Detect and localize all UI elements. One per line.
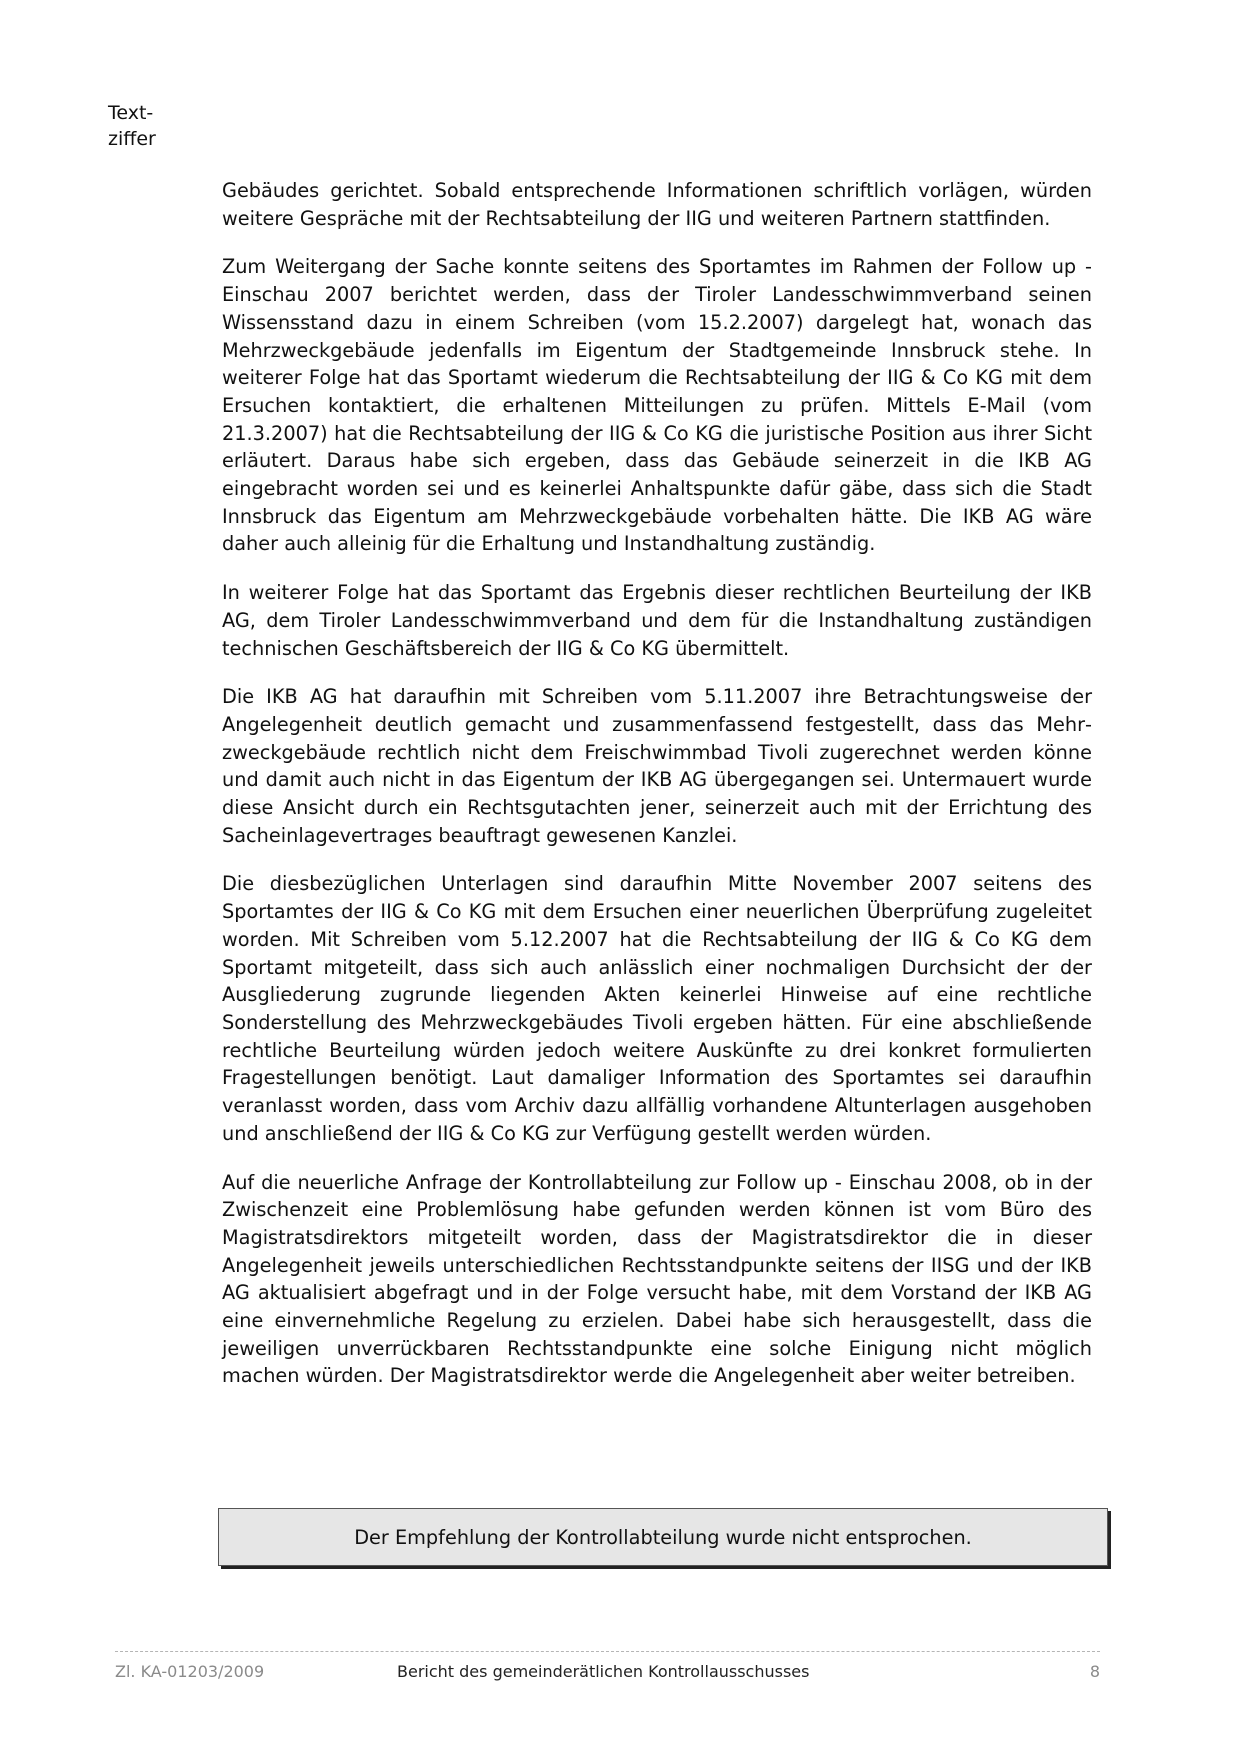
- paragraph-3: In weiterer Folge hat das Sportamt das Ergebnis dieser rechtlichen Beurteilung der IKB AG, dem Tiroler Landesschwimmverband und dem für die Instandhaltung zuständigen technischen Geschäftsbereich der IIG & Co KG übermittelt.: [222, 581, 1092, 660]
- paragraph-6: Auf die neuerliche Anfrage der Kontrollabteilung zur Follow up - Einschau 2008, ob in der Zwischenzeit eine Problemlösung habe gefunden werden können ist vom Büro des Magistratsdirektors mitgeteilt worden, dass der Magistratsdirektor die in dieser Angelegenheit jeweils unterschiedlichen Rechtsstandpunkte seitens der IISG und der IKB AG aktualisiert abgefragt und in der Folge versucht habe, mit dem Vorstand der IKB AG eine einvernehmliche Regelung zu erzielen. Dabei habe sich herausgestellt, dass die jeweiligen unverrückbaren Rechtsstandpunkte eine solche Einigung nicht möglich machen würden. Der Magistratsdirektor werde die Angelegenheit aber weiter betreiben.: [222, 1170, 1092, 1388]
- paragraph-1: Gebäudes gerichtet. Sobald entsprechende Informationen schriftlich vorlägen, würden weitere Gespräche mit der Rechtsabteilung der IIG und weiteren Partnern stattfinden.: [222, 179, 1092, 230]
- page-footer: [115, 1660, 1100, 1686]
- page-number: 8: [1089, 1662, 1100, 1681]
- footer-divider: [115, 1651, 1100, 1652]
- margin-label-line-1: Text-: [108, 102, 154, 124]
- recommendation-notice-box: [218, 1508, 1108, 1566]
- footer-title: Bericht des gemeinderätlichen Kontrollausschusses: [397, 1662, 810, 1681]
- paragraph-4: Die IKB AG hat daraufhin mit Schreiben vom 5.11.2007 ihre Betrachtungsweise der Angelegenheit deutlich gemacht und zusammenfassend festgestellt, dass das Mehrzweckgebäude rechtlich nicht dem Freischwimmbad Tivoli zugerechnet werden könne und damit auch nicht in das Eigentum der IKB AG übergegangen sei. Untermauert wurde diese Ansicht durch ein Rechtsgutachten jener, seinerzeit auch mit der Errichtung des Sacheinlagevertrages beauftragt gewesenen Kanzlei.: [222, 685, 1092, 847]
- paragraph-2: Zum Weitergang der Sache konnte seitens des Sportamtes im Rahmen der Follow up - Einschau 2007 berichtet werden, dass der Tiroler Landesschwimmverband seinen Wissensstand dazu in einem Schreiben (vom 15.2.2007) dargelegt hat, wonach das Mehrzweckgebäude jedenfalls im Eigentum der Stadtgemeinde Innsbruck stehe. In weiterer Folge hat das Sportamt wiederum die Rechtsabteilung der IIG & Co KG mit dem Ersuchen kontaktiert, die erhaltenen Mitteilungen zu prüfen. Mittels E-Mail (vom 21.3.2007) hat die Rechtsabteilung der IIG & Co KG die juristische Position aus ihrer Sicht erläutert. Daraus habe sich ergeben, dass das Gebäude seinerzeit in die IKB AG eingebracht worden sei und es keinerlei Anhaltspunkte dafür gäbe, dass sich die Stadt Innsbruck das Eigentum am Mehrzweckgebäude vorbehalten hätte. Die IKB AG wäre daher auch alleinig für die Erhaltung und Instandhaltung zuständig.: [222, 255, 1092, 556]
- body-text: [222, 177, 1092, 1411]
- paragraph-5: Die diesbezüglichen Unterlagen sind daraufhin Mitte November 2007 seitens des Sportamtes der IIG & Co KG mit dem Ersuchen einer neuerlichen Überprüfung zugeleitet worden. Mit Schreiben vom 5.12.2007 hat die Rechtsabteilung der IIG & Co KG dem Sportamt mitgeteilt, dass sich auch anlässlich einer nochmaligen Durchsicht der der Ausgliederung zugrunde liegenden Akten keinerlei Hinweise auf eine rechtliche Sonderstellung des Mehrzweckgebäudes Tivoli ergeben hätten. Für eine abschließende rechtliche Beurteilung würden jedoch weitere Auskünfte zu drei konkret formulierten Fragestellungen benötigt. Laut damaliger Information des Sportamtes sei daraufhin veranlasst worden, dass vom Archiv dazu allfällig vorhandene Altunterlagen ausgehoben und anschließend der IIG & Co KG zur Verfügung gestellt werden würden.: [222, 872, 1092, 1145]
- footer-reference: Zl. KA-01203/2009: [115, 1662, 265, 1681]
- margin-label: [108, 100, 156, 152]
- margin-label-line-2: ziffer: [108, 128, 156, 150]
- recommendation-notice-text: Der Empfehlung der Kontrollabteilung wurde nicht entsprochen.: [354, 1525, 972, 1549]
